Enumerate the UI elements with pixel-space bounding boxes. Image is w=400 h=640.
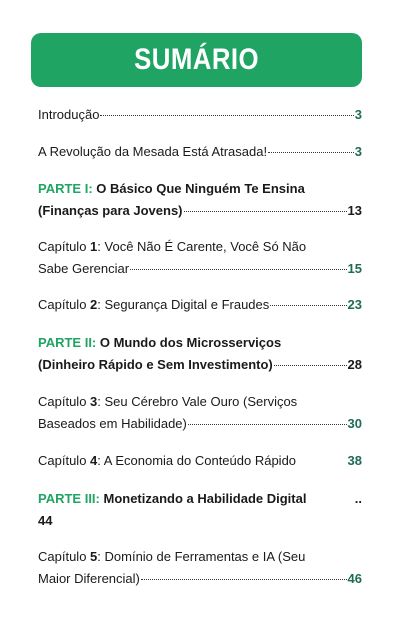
dot-leader [141, 579, 347, 580]
part-title-line2: (Dinheiro Rápido e Sem Investimento) [38, 357, 273, 372]
title-banner [31, 33, 362, 87]
toc-entry-parte-2[interactable] [38, 332, 362, 376]
chapter-number: 5 [90, 549, 98, 564]
toc-entry-parte-3[interactable] [38, 488, 362, 532]
page-number: 13 [347, 203, 362, 218]
dot-leader-text: .. [354, 491, 362, 506]
chapter-title-line1: : Domínio de Ferramentas e IA (Seu [97, 549, 306, 564]
entry-title: Introdução [38, 107, 100, 122]
dot-leader [270, 305, 346, 306]
part-label: PARTE III: [38, 491, 100, 506]
chapter-title-line1: : Você Não É Carente, Você Só Não [97, 239, 307, 254]
page-number: 15 [347, 261, 362, 276]
chapter-title-line2: Maior Diferencial) [38, 571, 140, 586]
part-title-line1: O Básico Que Ninguém Te Ensina [92, 181, 305, 196]
chapter-number: 4 [90, 453, 98, 468]
page-number: 3 [354, 107, 362, 122]
part-title-line2: (Finanças para Jovens) [38, 203, 183, 218]
chapter-prefix: Capítulo [38, 297, 91, 312]
chapter-prefix: Capítulo [38, 549, 91, 564]
part-title: Monetizando a Habilidade Digital [99, 491, 307, 506]
chapter-title: : A Economia do Conteúdo Rápido [97, 453, 297, 468]
toc-entry-capitulo-3[interactable] [38, 391, 362, 435]
toc-entry-capitulo-5[interactable] [38, 546, 362, 590]
entry-title: A Revolução da Mesada Está Atrasada! [38, 144, 268, 159]
chapter-prefix: Capítulo [38, 394, 91, 409]
chapter-number: 3 [90, 394, 98, 409]
page-number: 3 [354, 144, 362, 159]
page-number: 30 [347, 416, 362, 431]
dot-leader [274, 365, 347, 366]
dot-leader [130, 269, 346, 270]
page-number: 44 [38, 513, 53, 528]
page-number: 46 [347, 571, 362, 586]
toc-entry-revolucao[interactable] [38, 141, 362, 163]
toc-entry-capitulo-2[interactable] [38, 294, 362, 316]
part-label: PARTE II: [38, 335, 97, 350]
page-number: 38 [347, 453, 362, 468]
page-title: SUMÁRIO [134, 43, 259, 76]
dot-leader [184, 211, 347, 212]
toc-entry-capitulo-1[interactable] [38, 236, 362, 280]
toc-entry-parte-1[interactable] [38, 178, 362, 222]
chapter-title-line2: Baseados em Habilidade) [38, 416, 187, 431]
chapter-number: 2 [90, 297, 98, 312]
toc-entry-introducao[interactable] [38, 104, 362, 126]
toc-entry-capitulo-4[interactable] [38, 450, 362, 472]
dot-leader [268, 152, 354, 153]
chapter-title: : Segurança Digital e Fraudes [97, 297, 270, 312]
chapter-title-line2: Sabe Gerenciar [38, 261, 130, 276]
dot-leader [188, 424, 347, 425]
page-number: 23 [347, 297, 362, 312]
part-label: PARTE I: [38, 181, 93, 196]
part-title-line1: O Mundo dos Microsserviços [96, 335, 282, 350]
chapter-number: 1 [90, 239, 98, 254]
chapter-prefix: Capítulo [38, 453, 91, 468]
page-number: 28 [347, 357, 362, 372]
chapter-title-line1: : Seu Cérebro Vale Ouro (Serviços [97, 394, 298, 409]
chapter-prefix: Capítulo [38, 239, 91, 254]
dot-leader [100, 115, 353, 116]
